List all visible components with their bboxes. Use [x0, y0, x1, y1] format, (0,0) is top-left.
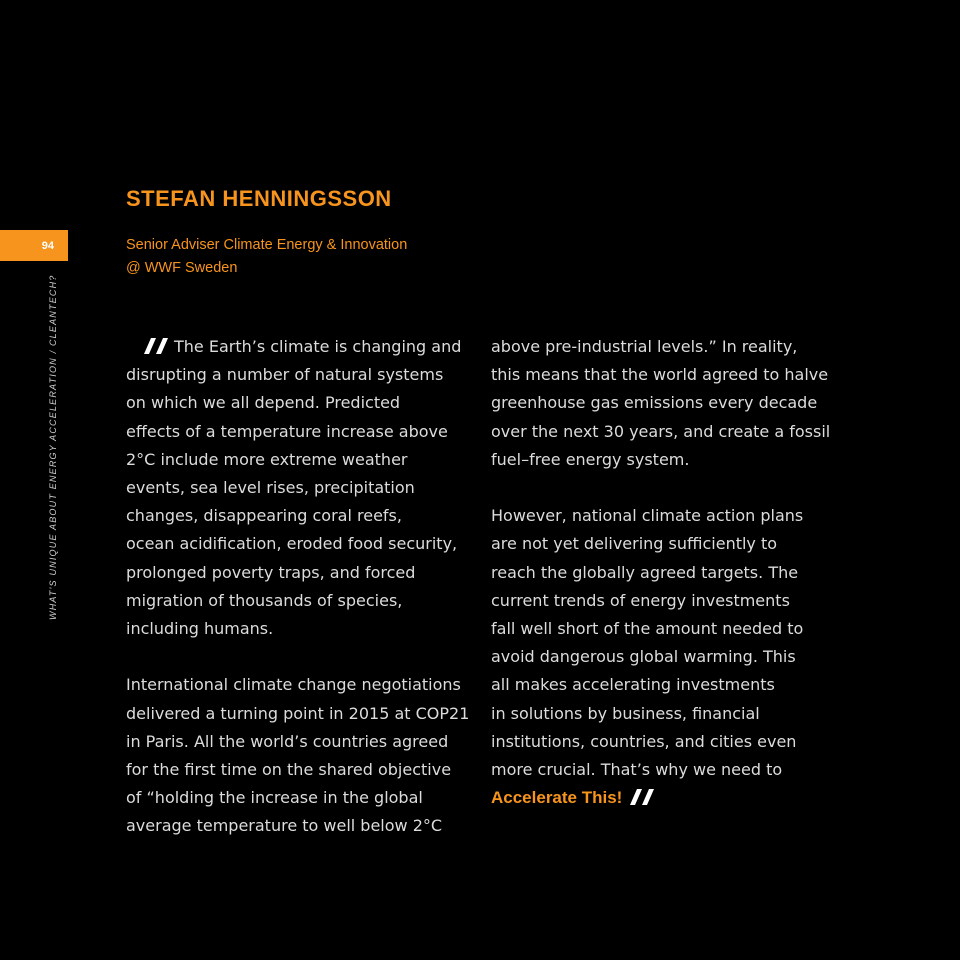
quote-text-line: on which we all depend. Predicted — [126, 393, 401, 413]
quote-text-line: are not yet delivering sufficiently to — [491, 534, 778, 554]
quote-text-line: in Paris. All the world’s countries agreed — [126, 731, 449, 751]
quote-column-right — [491, 333, 841, 812]
quote-text-line: ocean acidification, eroded food security, — [126, 534, 458, 554]
quote-first-line — [126, 333, 476, 361]
page-number: 94 — [41, 239, 54, 252]
quote-text-line: fall well short of the amount needed to — [491, 619, 804, 639]
paragraph-gap — [126, 643, 476, 671]
quote-text-line: all makes accelerating investments — [491, 675, 775, 695]
quote-closing-line — [491, 784, 841, 812]
quote-text-line: over the next 30 years, and create a fossil — [491, 421, 831, 441]
side-running-title: WHAT'S UNIQUE ABOUT ENERGY ACCELERATION / CLEANTECH? — [48, 274, 58, 620]
quote-column-left — [126, 333, 476, 841]
quote-text-line: current trends of energy investments — [491, 590, 790, 610]
quote-text-line: International climate change negotiations — [126, 675, 461, 695]
closing-highlight: Accelerate This! — [491, 788, 623, 808]
quote-text-line: of “holding the increase in the global — [126, 788, 423, 808]
quote-text-line: average temperature to well below 2°C — [126, 816, 443, 836]
quote-text-line: including humans. — [126, 619, 274, 639]
quote-text-line: prolonged poverty traps, and forced — [126, 562, 416, 582]
quote-text-line: 2°C include more extreme weather — [126, 449, 408, 469]
quote-text-line: disrupting a number of natural systems — [126, 365, 444, 385]
quote-paragraph-1 — [126, 333, 476, 643]
paragraph-gap — [491, 474, 841, 502]
author-role — [126, 234, 407, 280]
quote-text-line: avoid dangerous global warming. This — [491, 647, 796, 667]
quote-text-line: institutions, countries, and cities even — [491, 731, 797, 751]
quote-text-line: However, national climate action plans — [491, 506, 804, 526]
close-quote-icon — [630, 789, 654, 805]
quote-text-line: delivered a turning point in 2015 at COP21 — [126, 703, 470, 723]
quote-text-line: greenhouse gas emissions every decade — [491, 393, 818, 413]
quote-text-line: more crucial. That’s why we need to — [491, 760, 783, 780]
quote-text-line: this means that the world agreed to halve — [491, 365, 829, 385]
quote-text-line: in solutions by business, financial — [491, 703, 760, 723]
author-name: STEFAN HENNINGSSON — [126, 186, 392, 211]
page-number-tab — [0, 230, 68, 261]
quote-text-line: changes, disappearing coral reefs, — [126, 506, 402, 526]
quote-text-line: The Earth’s climate is changing and — [174, 337, 462, 356]
quote-paragraph-3 — [491, 333, 841, 474]
open-quote-icon — [144, 338, 168, 354]
quote-text-line: above pre-industrial levels.” In reality, — [491, 337, 798, 356]
quote-text-line: effects of a temperature increase above — [126, 421, 448, 441]
author-role-line1: Senior Adviser Climate Energy & Innovation — [126, 237, 408, 253]
quote-text-line: events, sea level rises, precipitation — [126, 478, 415, 498]
quote-text-line: fuel–free energy system. — [491, 449, 690, 469]
quote-text-line: migration of thousands of species, — [126, 590, 403, 610]
quote-text-line: for the first time on the shared objective — [126, 760, 452, 780]
quote-paragraph-4 — [491, 502, 841, 812]
quote-paragraph-2 — [126, 671, 476, 840]
author-role-line2: @ WWF Sweden — [126, 260, 238, 276]
quote-text-line: reach the globally agreed targets. The — [491, 562, 799, 582]
